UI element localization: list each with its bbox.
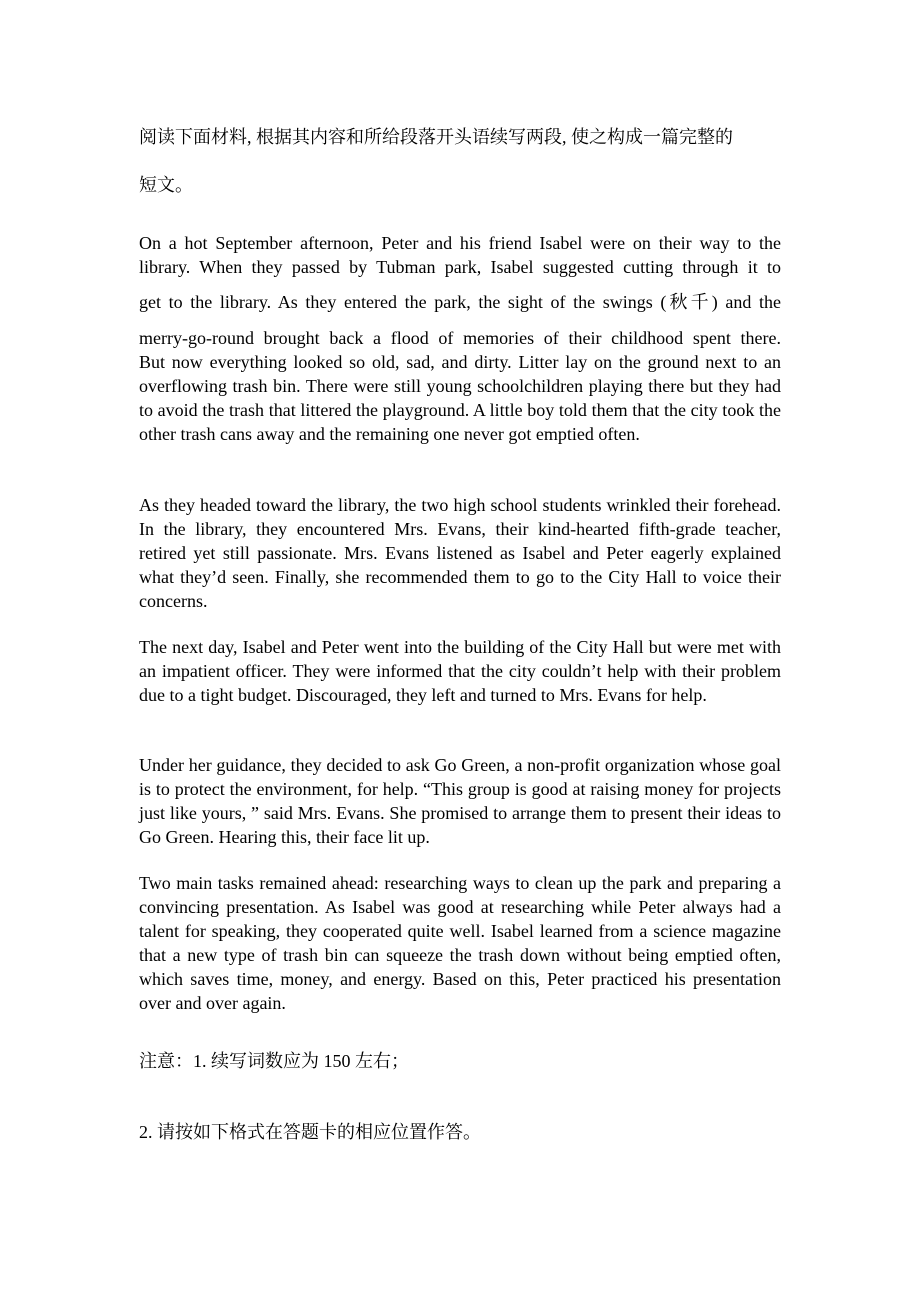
paragraph-5: Two main tasks remained ahead: researching ways to clean up the park and preparing a convincing presentation. As Isabel was good at researching while Peter always had a talent for speaking, they cooperated quite well. Isabel learned from a science magazine that a new type of trash bin can squeeze the trash down without being emptied often, which saves time, money, and energy. Based on this, Peter practiced his presentation over and over again. — [139, 873, 781, 1013]
paragraph-2: As they headed toward the library, the two high school students wrinkled their forehead. In the library, they encountered Mrs. Evans, their kind-hearted fifth-grade teacher, retired yet still passionate. Mrs. Evans listened as Isabel and Peter eagerly explained what they’d seen. Finally, she recommended them to go to the City Hall to voice their concerns. — [139, 495, 781, 611]
paragraph-4: Under her guidance, they decided to ask Go Green, a non-profit organization whose goal is to protect the environment, for help. “This group is good at raising money for projects just like yours, ” said Mrs. Evans. She promised to arrange them to present their ideas to Go Green. Hearing this, their face lit up. — [139, 755, 781, 847]
paragraph-1-line: get to the library. As they entered the park, the sight of the swings (秋千) and the — [139, 292, 781, 312]
paragraph-1-line: library. When they passed by Tubman park, Isabel suggested cutting through it to — [139, 257, 781, 277]
paragraph-1-line: merry-go-round brought back a flood of memories of their childhood spent there. — [139, 328, 781, 348]
paragraph-1-rest: But now everything looked so old, sad, and dirty. Litter lay on the ground next to an overflowing trash bin. There were still young schoolchildren playing there but they had to avoid the trash that littered the playground. A little boy told them that the city took the other trash cans away and the remaining one never got emptied often. — [139, 352, 781, 444]
instruction-line-1: 阅读下面材料, 根据其内容和所给段落开头语续写两段, 使之构成一篇完整的 — [139, 127, 733, 147]
note-answer-format: 2. 请按如下格式在答题卡的相应位置作答。 — [139, 1122, 481, 1142]
paragraph-1-line: On a hot September afternoon, Peter and his friend Isabel were on their way to the — [139, 233, 781, 253]
paragraph-3: The next day, Isabel and Peter went into the building of the City Hall but were met with an impatient officer. They were informed that the city couldn’t help with their problem due to a tight budget. Discouraged, they left and turned to Mrs. Evans for help. — [139, 637, 781, 705]
instruction-line-2: 短文。 — [139, 175, 193, 195]
note-word-count: 注意：1. 续写词数应为 150 左右； — [139, 1051, 409, 1071]
